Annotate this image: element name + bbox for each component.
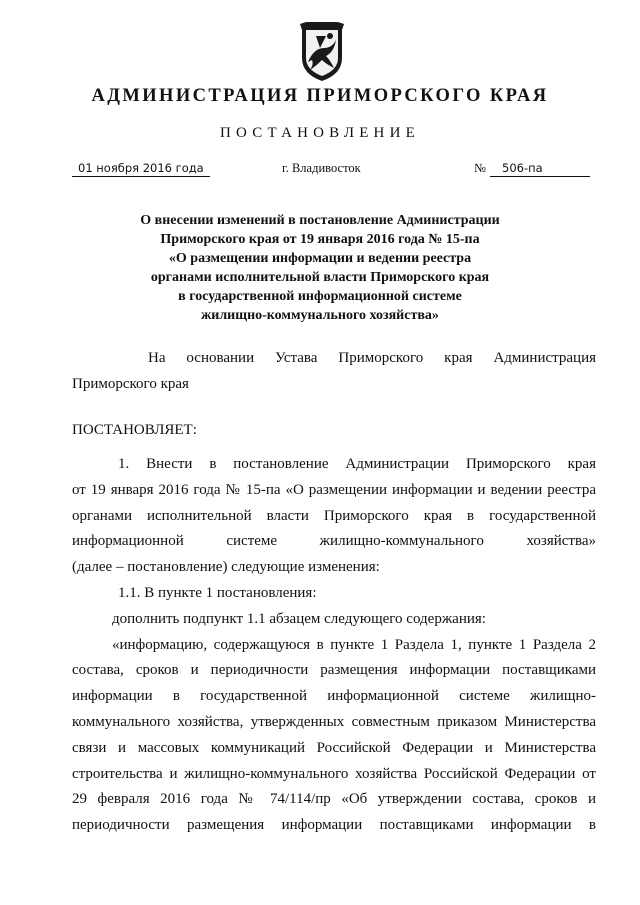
quote-line: информации в государственной информационной системе жилищно- xyxy=(72,688,596,705)
preamble-line: Приморского края xyxy=(72,375,189,392)
coat-of-arms-icon xyxy=(296,18,348,84)
item-1-1: 1.1. В пункте 1 постановления: xyxy=(118,584,317,601)
item-1 xyxy=(72,452,596,839)
subject-line: в государственной информационной системе xyxy=(178,289,462,304)
item-1-line: 1. Внести в постановление Администрации Приморского края xyxy=(118,456,596,472)
subject-line: жилищно-коммунального хозяйства» xyxy=(201,308,439,323)
quote-line: периодичности размещения информации поставщиками информации в xyxy=(72,817,596,834)
quote-line: связи и массовых коммуникаций Российской Федерации и Министерства xyxy=(72,739,596,756)
item-1-line: органами исполнительной власти Приморского края в государственной xyxy=(72,507,596,524)
subject-line: О внесении изменений в постановление Администрации xyxy=(140,213,500,228)
item-1-line: (далее – постановление) следующие изменения: xyxy=(72,559,380,576)
document-number: 506-па xyxy=(490,160,590,177)
subject-line: «О размещении информации и ведении реестра xyxy=(168,251,472,266)
quote-line: коммунального хозяйства, утвержденных совместным приказом Министерства xyxy=(72,713,596,730)
quote-line: 29 февраля 2016 года № 74/114/пр «Об утверждении состава, сроков и xyxy=(72,791,596,808)
preamble-line: На основании Устава Приморского края Администрация xyxy=(148,350,596,366)
organization-title: АДМИНИСТРАЦИЯ ПРИМОРСКОГО КРАЯ xyxy=(91,86,549,106)
item-1-line: информационной системе жилищно-коммунального хозяйства» xyxy=(72,533,596,550)
subject-line: Приморского края от 19 января 2016 года № 15-па xyxy=(160,232,480,247)
supplement-line: дополнить подпункт 1.1 абзацем следующего содержания: xyxy=(112,610,486,627)
document-type: ПОСТАНОВЛЕНИЕ xyxy=(220,125,420,141)
resolves-heading: ПОСТАНОВЛЯЕТ: xyxy=(72,422,197,438)
quote-line: состава, сроков и периодичности размещения информации поставщиками xyxy=(72,662,596,679)
number-sign: № xyxy=(474,161,486,175)
document-date: 01 ноября 2016 года xyxy=(72,160,210,177)
document-city: г. Владивосток xyxy=(282,161,361,175)
item-1-line: от 19 января 2016 года № 15-па «О размещении информации и ведении реестра xyxy=(72,481,596,498)
preamble xyxy=(72,346,596,398)
quote-line: строительства и жилищно-коммунального хозяйства Российской Федерации от xyxy=(72,765,596,782)
subject-line: органами исполнительной власти Приморского края xyxy=(150,270,490,285)
document-meta-row xyxy=(0,160,640,182)
quote-line: «информацию, содержащуюся в пункте 1 Раздела 1, пункте 1 Раздела 2 xyxy=(112,636,596,653)
document-subject xyxy=(0,211,640,325)
